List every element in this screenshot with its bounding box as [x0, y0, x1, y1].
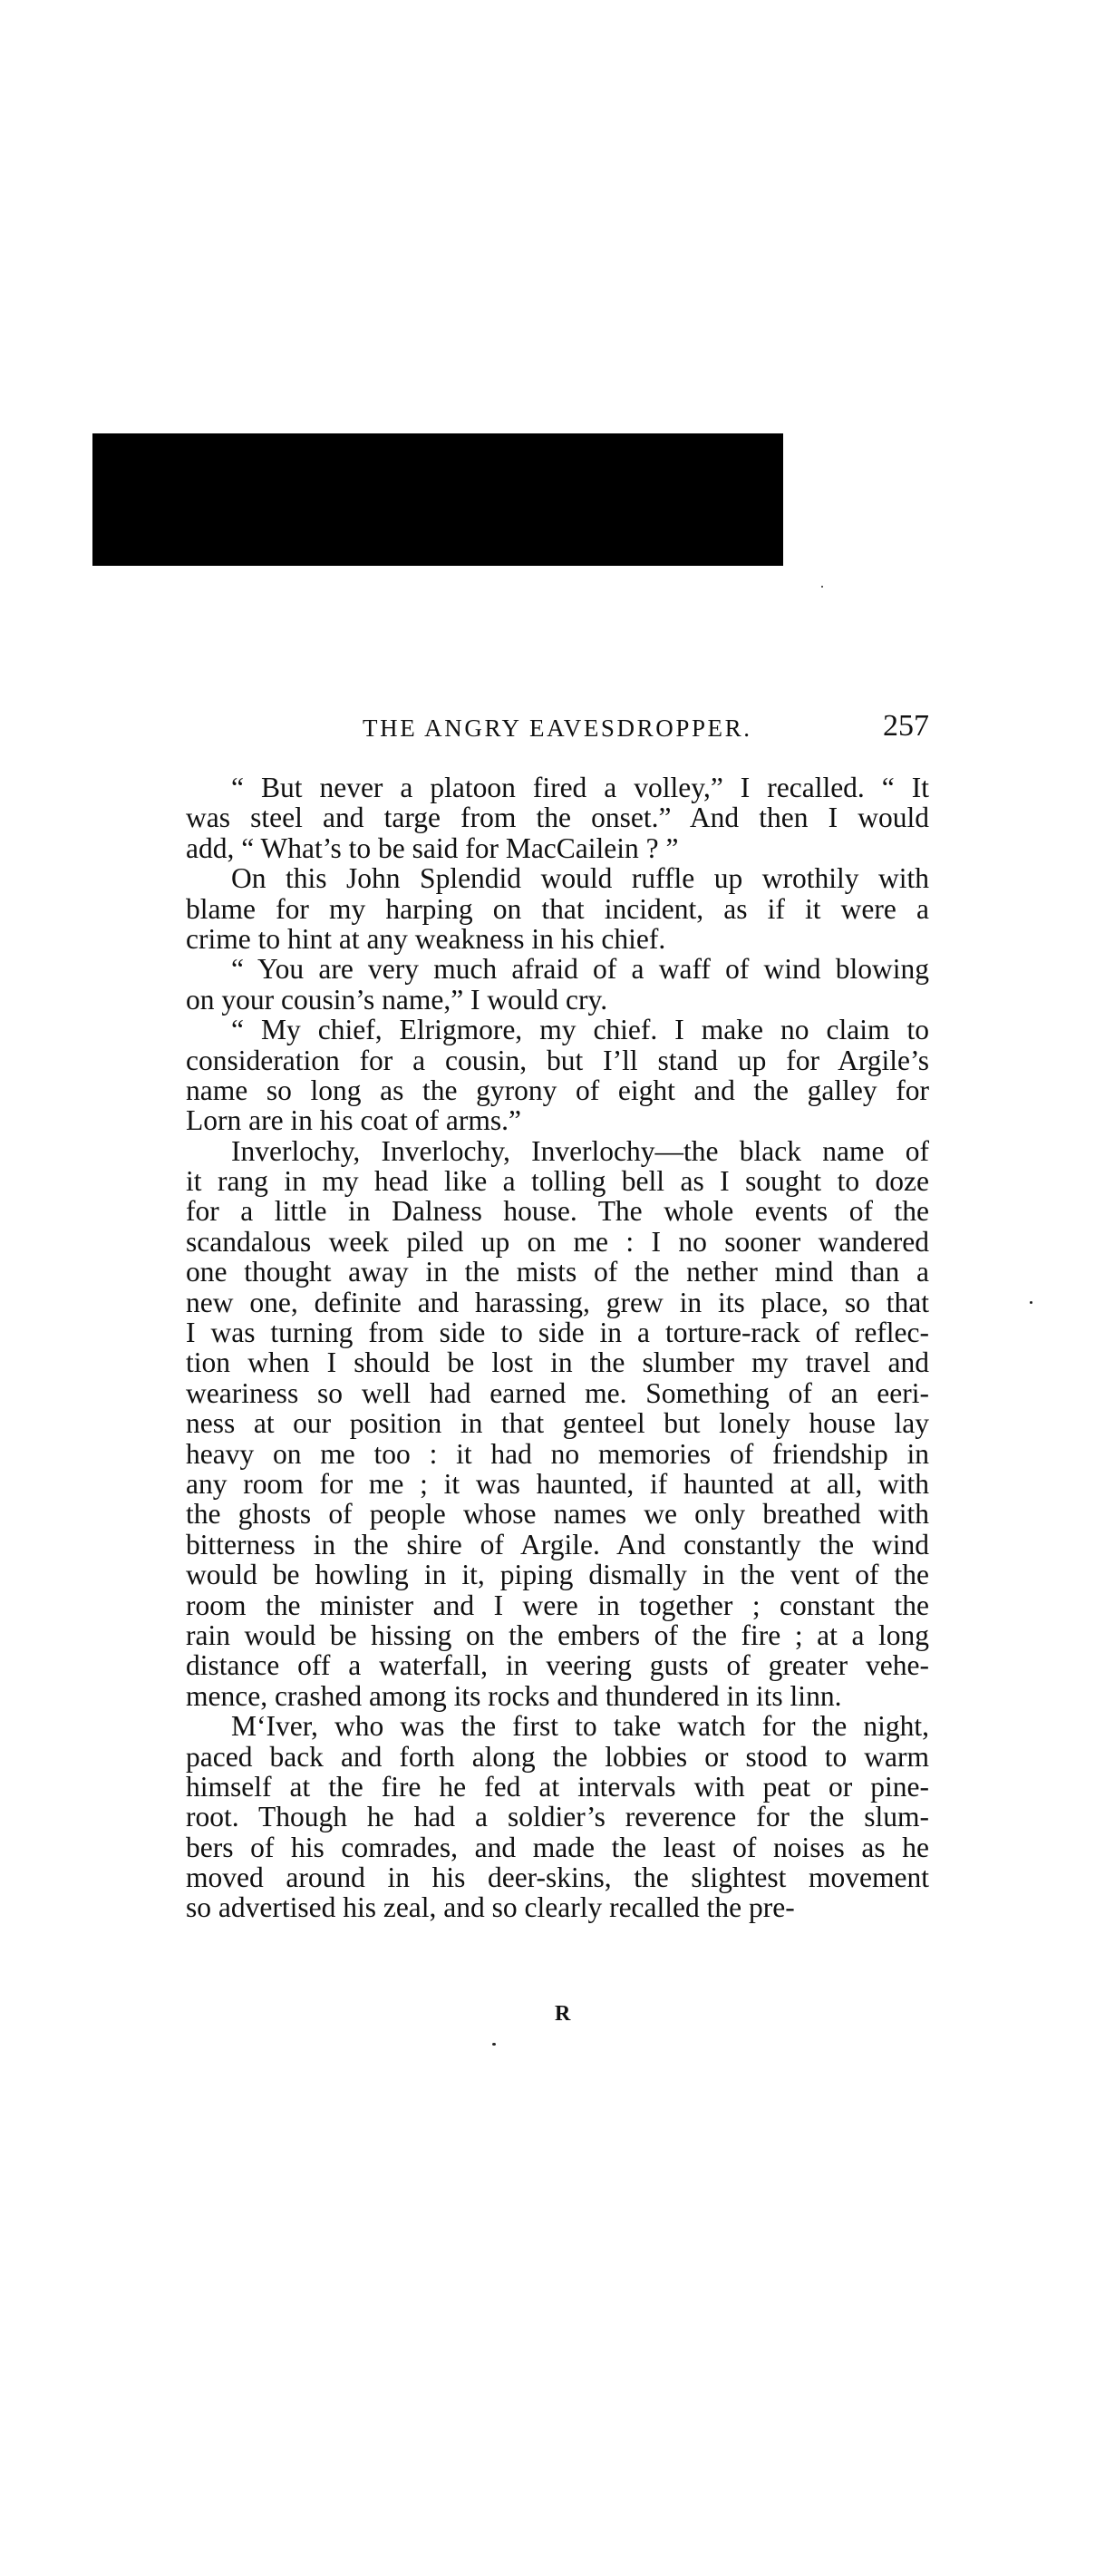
text-line: so advertised his zeal, and so clearly recalled the pre- [186, 1891, 795, 1924]
text-line: tion when I should be lost in the slumber my travel and [186, 1346, 929, 1379]
page-speck [1030, 1301, 1032, 1304]
text-line: would be howling in it, piping dismally in the vent of the [186, 1559, 929, 1591]
text-line: add, “ What’s to be said for MacCailein ? ” [186, 831, 679, 864]
paragraph [186, 773, 929, 863]
text-line: weariness so well had earned me. Something of an eeri- [186, 1376, 929, 1409]
text-line: scandalous week piled up on me : I no sooner wandered [186, 1225, 929, 1258]
page-speck [492, 2043, 496, 2046]
running-title: THE ANGRY EAVESDROPPER. [363, 714, 752, 742]
page-header [363, 709, 929, 745]
text-line: “ But never a platoon fired a volley,” I recalled. “ It [231, 772, 929, 803]
text-line: blame for my harping on that incident, as if it were a [186, 892, 929, 925]
text-line: M‘Iver, who was the first to take watch for the night, [231, 1710, 929, 1743]
text-line: was steel and targe from the onset.” And then I would [186, 802, 929, 834]
text-line: “ You are very much afraid of a waff of wind blowing [231, 953, 929, 986]
text-line: rain would be hissing on the embers of the fire ; at a long [186, 1619, 929, 1651]
text-line: ness at our position in that genteel but lonely house lay [186, 1407, 929, 1440]
text-line: I was turning from side to side in a torture-rack of reflec- [186, 1317, 929, 1349]
text-line: Lorn are in his coat of arms.” [186, 1104, 521, 1137]
text-line: root. Though he had a soldier’s reverence for the slum- [186, 1801, 929, 1833]
paragraph [186, 1711, 929, 1923]
text-line: “ My chief, Elrigmore, my chief. I make no claim to [231, 1014, 929, 1046]
text-line: it rang in my head like a tolling bell as I sought to doze [186, 1165, 929, 1198]
text-line: mence, crashed among its rocks and thundered in its linn. [186, 1679, 842, 1712]
paragraph [186, 954, 929, 1015]
text-line: for a little in Dalness house. The whole events of the [186, 1195, 929, 1228]
text-line: himself at the fire he fed at intervals with peat or pine- [186, 1770, 929, 1803]
text-line: Inverlochy, Inverlochy, Inverlochy—the black name of [231, 1134, 929, 1167]
paragraph [186, 1136, 929, 1711]
redaction-block [92, 433, 783, 566]
text-line: room the minister and I were in together ; constant the [186, 1589, 929, 1621]
text-line: bers of his comrades, and made the least of noises as he [186, 1831, 929, 1863]
text-line: heavy on me too : it had no memories of friendship in [186, 1437, 929, 1470]
text-line: name so long as the gyrony of eight and the galley for [186, 1074, 929, 1106]
text-line: bitterness in the shire of Argile. And constantly the wind [186, 1528, 929, 1560]
page-number: 257 [883, 709, 929, 743]
text-line: any room for me ; it was haunted, if haunted at all, with [186, 1467, 929, 1500]
text-line: one thought away in the mists of the nether mind than a [186, 1256, 929, 1288]
text-line: consideration for a cousin, but I’ll stand up for Argile’s [186, 1044, 929, 1076]
text-line: On this John Splendid would ruffle up wrothily with [231, 862, 929, 895]
paragraph [186, 1015, 929, 1136]
text-line: crime to hint at any weakness in his chief. [186, 922, 666, 955]
page-speck [821, 586, 823, 588]
text-line: moved around in his deer-skins, the slightest movement [186, 1862, 929, 1894]
text-line: paced back and forth along the lobbies or stood to warm [186, 1740, 929, 1773]
text-line: distance off a waterfall, in veering gusts of greater vehe- [186, 1649, 929, 1682]
signature-mark: R [555, 2002, 571, 2026]
paragraph [186, 863, 929, 954]
text-line: the ghosts of people whose names we only breathed with [186, 1498, 929, 1531]
body-text [186, 773, 929, 1923]
text-line: new one, definite and harassing, grew in its place, so that [186, 1286, 929, 1318]
text-line: on your cousin’s name,” I would cry. [186, 983, 608, 1016]
